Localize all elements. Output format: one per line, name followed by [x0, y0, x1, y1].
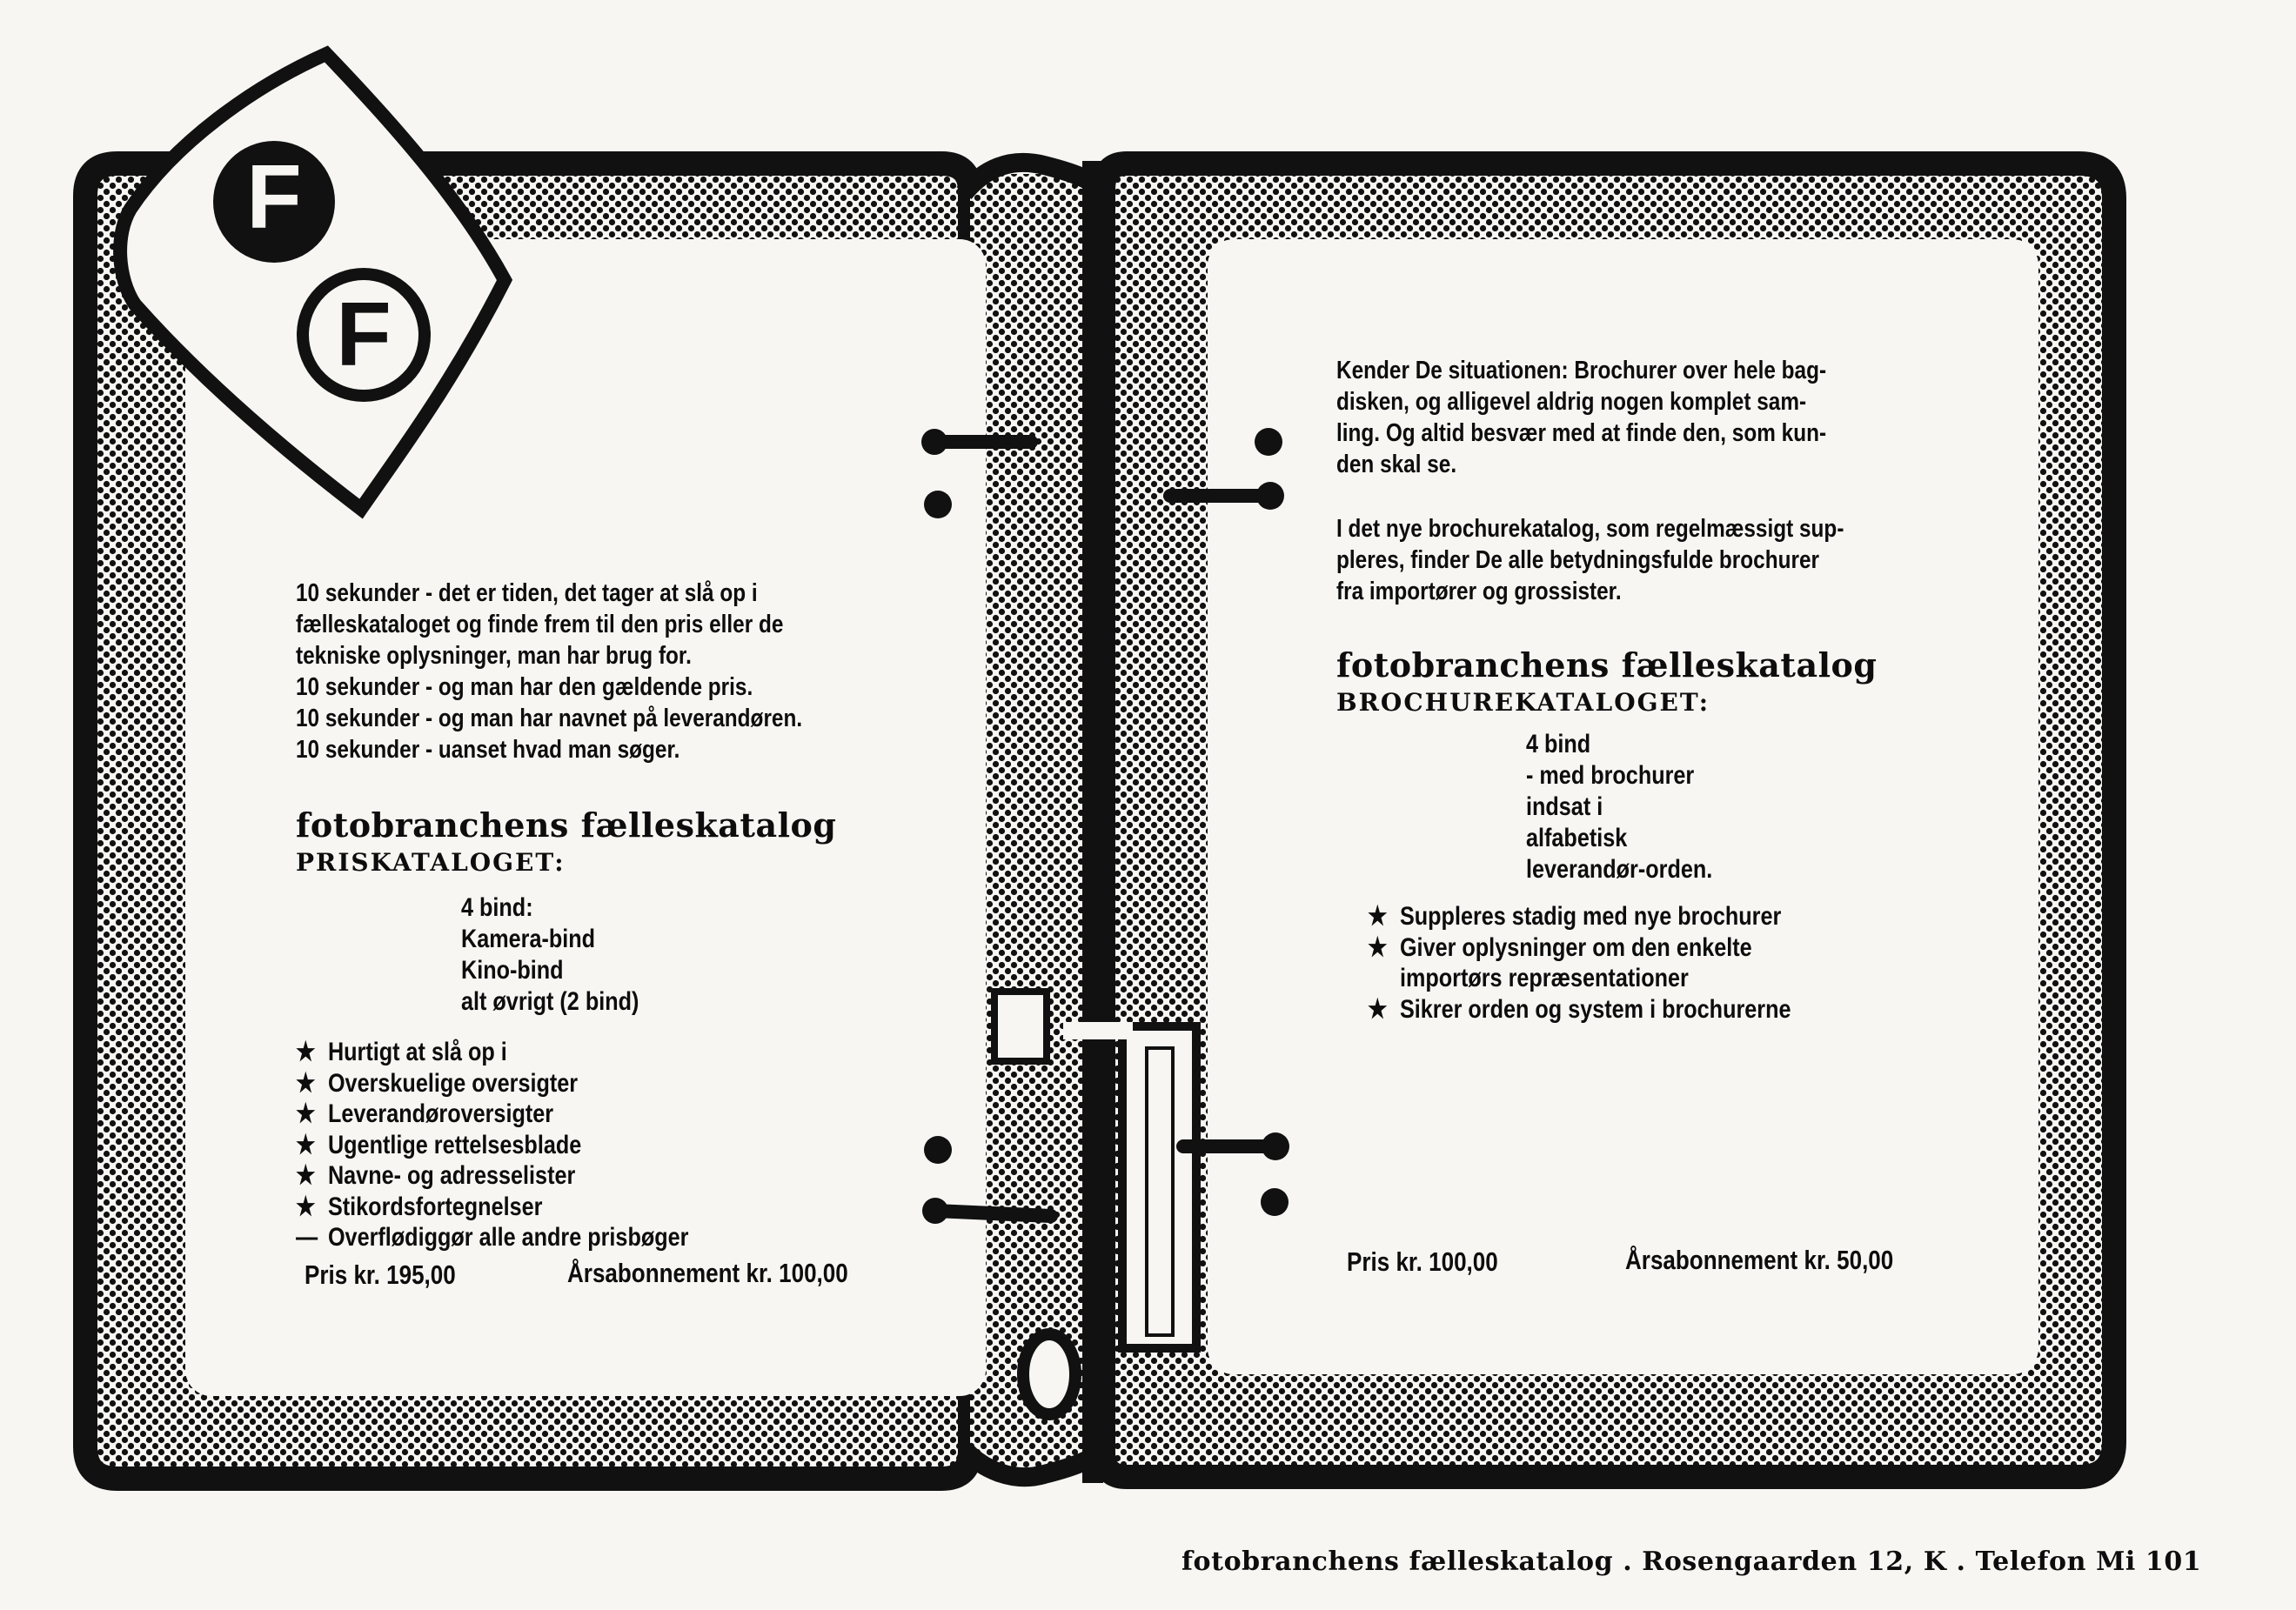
right-intro-line: Kender De situationen: Brochurer over hele bag- [1336, 357, 1827, 384]
feature-item [296, 1099, 802, 1130]
right-intro2-line: I det nye brochurekatalog, som regelmæssigt sup- [1336, 515, 1844, 543]
left-intro-line: 10 sekunder - og man har den gældende pris. [296, 673, 753, 701]
feature-text: Overskuelige oversigter [327, 1068, 579, 1098]
feature-item [296, 1192, 802, 1223]
right-intro-line: disken, og alligevel aldrig nogen komplet sam- [1336, 388, 1807, 416]
left-intro-line: tekniske oplysninger, man har brug for. [296, 642, 692, 670]
volume-line: 4 bind: [461, 893, 533, 922]
feature-text: Ugentlige rettelsesblade [327, 1130, 582, 1159]
left-intro-line: fælleskataloget og finde frem til den pris eller de [296, 611, 784, 638]
right-features [1368, 901, 1941, 1025]
feature-item [296, 1160, 802, 1192]
volume-line: leverandør-orden. [1526, 855, 1713, 884]
feature-text: Navne- og adresselister [327, 1161, 576, 1190]
feature-item-continued: importørs repræsentationer [1399, 964, 1689, 992]
right-intro-line: ling. Og altid besvær med at finde den, som kun- [1336, 419, 1827, 447]
star-icon: ★ [296, 1192, 316, 1221]
volume-line: Kamera-bind [461, 925, 596, 953]
volume-line: alt øvrigt (2 bind) [461, 987, 639, 1016]
feature-text: Sikrer orden og system i brochurerne [1399, 994, 1791, 1024]
feature-text: Stikordsfortegnelser [327, 1192, 543, 1221]
star-icon: ★ [1368, 932, 1388, 962]
star-icon: ★ [296, 1099, 316, 1128]
volume-line: indsat i [1526, 792, 1603, 821]
feature-item [296, 1068, 802, 1099]
left-subscription: Årsabonnement kr. 100,00 [567, 1258, 848, 1288]
right-subscription: Årsabonnement kr. 50,00 [1625, 1245, 1894, 1275]
right-intro [1336, 355, 1941, 480]
left-intro-line: 10 sekunder - det er tiden, det tager at slå op i [296, 579, 758, 607]
star-icon: ★ [1368, 902, 1388, 931]
volume-line: alfabetisk [1526, 824, 1628, 852]
left-intro-line: 10 sekunder - og man har navnet på leverandøren. [296, 705, 803, 732]
star-icon: ★ [296, 1068, 316, 1098]
right-volumes [1526, 729, 1941, 885]
feature-item [296, 1130, 802, 1161]
left-intro [296, 578, 899, 765]
left-subtitle: PRISKATALOGET: [296, 848, 566, 877]
volume-line: Kino-bind [461, 956, 564, 985]
star-icon: ★ [296, 1161, 316, 1190]
left-brand-title: fotobranchens fælleskatalog [296, 805, 837, 845]
right-page-content [1336, 355, 1941, 1025]
star-icon: ★ [1368, 994, 1388, 1024]
feature-text: Overflødiggør alle andre prisbøger [327, 1223, 689, 1252]
star-icon: ★ [296, 1130, 316, 1159]
right-subtitle: BROCHUREKATALOGET: [1336, 688, 1710, 717]
volume-line: 4 bind [1526, 730, 1591, 758]
left-page-content [296, 578, 899, 1253]
right-intro2-line: pleres, finder De alle betydningsfulde brochurer [1336, 546, 1819, 574]
right-brand-title: fotobranchens fælleskatalog [1336, 645, 1878, 685]
feature-item [1368, 994, 1849, 1025]
right-intro-2 [1336, 513, 1941, 607]
right-intro2-line: fra importører og grossister. [1336, 578, 1622, 605]
feature-item [296, 1037, 802, 1068]
right-intro-line: den skal se. [1336, 451, 1457, 478]
volume-line: - med brochurer [1526, 761, 1695, 790]
feature-item [1368, 932, 1849, 964]
right-price: Pris kr. 100,00 [1347, 1246, 1498, 1277]
feature-item [1368, 901, 1849, 932]
left-volumes [461, 892, 899, 1018]
feature-item [296, 1222, 802, 1253]
footer-address: fotobranchens fælleskatalog . Rosengaarden 12, K . Telefon Mi 101 [1181, 1547, 2202, 1577]
feature-text: Hurtigt at slå op i [327, 1038, 507, 1066]
star-icon: ★ [296, 1038, 316, 1066]
left-price: Pris kr. 195,00 [305, 1259, 456, 1290]
feature-text: Suppleres stadig med nye brochurer [1399, 902, 1782, 931]
feature-text: Giver oplysninger om den enkelte [1399, 932, 1752, 962]
dash-icon: — [296, 1223, 318, 1252]
logo-letter-1: F [246, 147, 302, 248]
logo-letter-2: F [336, 284, 392, 385]
feature-text: Leverandøroversigter [327, 1099, 554, 1128]
left-features [296, 1037, 899, 1253]
left-intro-line: 10 sekunder - uanset hvad man søger. [296, 736, 680, 764]
